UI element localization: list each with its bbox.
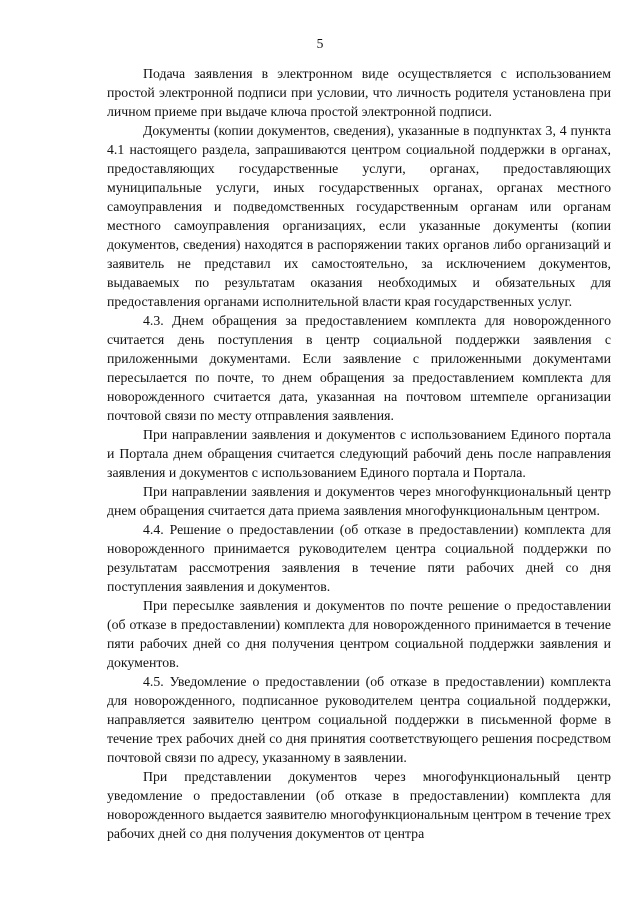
paragraph-documents-request: Документы (копии документов, сведения), указанные в подпунктах 3, 4 пункта 4.1 настоящего раздела, запрашиваются центром социальной поддержки в органах, предоставляющих государственные услуги, органах, предоставляющих муниципальные услуги, иных государственных органах, органах местного самоуправления и подведомственных государственным органам или органам местного самоуправления организациях, если указанные документы (копии документов, сведения) находятся в распоряжении таких органов либо организаций и заявитель не представил их самостоятельно, за исключением документов, выдаваемых по результатам оказания необходимых и обязательных для предоставления органами исполнительной власти края государственных услуг. — [107, 123, 611, 309]
paragraph-portal-submission: При направлении заявления и документов с использованием Единого портала и Портала днем обращения считается следующий рабочий день после направления заявления и документов с использованием Единого портала и Портала. — [107, 427, 611, 480]
paragraph-4-3-application-date: 4.3. Днем обращения за предоставлением комплекта для новорожденного считается день поступления в центр социальной поддержки заявления с приложенными документами. Если заявление с приложенными документами пересылается по почте, то днем обращения за предоставлением комплекта для новорожденного считается дата, указанная на почтовом штемпеле организации почтовой связи по месту отправления заявления. — [107, 313, 611, 423]
document-body — [107, 64, 611, 843]
paragraph-mfc-submission: При направлении заявления и документов через многофункциональный центр днем обращения считается дата приема заявления многофункциональным центром. — [107, 484, 611, 518]
paragraph-mail-decision: При пересылке заявления и документов по почте решение о предоставлении (об отказе в предоставлении) комплекта для новорожденного принимается в течение пяти рабочих дней со дня получения центром социальной поддержки заявления и документов. — [107, 598, 611, 670]
paragraph-4-5-notification: 4.5. Уведомление о предоставлении (об отказе в предоставлении) комплекта для новорожденного, подписанное руководителем центра социальной поддержки, направляется заявителю центром социальной поддержки в письменной форме в течение трех рабочих дней со дня принятия соответствующего решения посредством почтовой связи по адресу, указанному в заявлении. — [107, 674, 611, 765]
paragraph-4-4-decision: 4.4. Решение о предоставлении (об отказе в предоставлении) комплекта для новорожденного принимается руководителем центра социальной поддержки по результатам рассмотрения заявления в течение пяти рабочих дней со дня поступления заявления и документов. — [107, 522, 611, 594]
paragraph-electronic-submission: Подача заявления в электронном виде осуществляется с использованием простой электронной подписи при условии, что личность родителя установлена при личном приеме при выдаче ключа простой электронной подписи. — [107, 66, 611, 119]
paragraph-mfc-notification: При представлении документов через многофункциональный центр уведомление о предоставлении (об отказе в предоставлении) комплекта для новорожденного выдается заявителю многофункциональным центром в течение трех рабочих дней со дня получения документов от центра — [107, 769, 611, 841]
page-number: 5 — [316, 36, 324, 51]
